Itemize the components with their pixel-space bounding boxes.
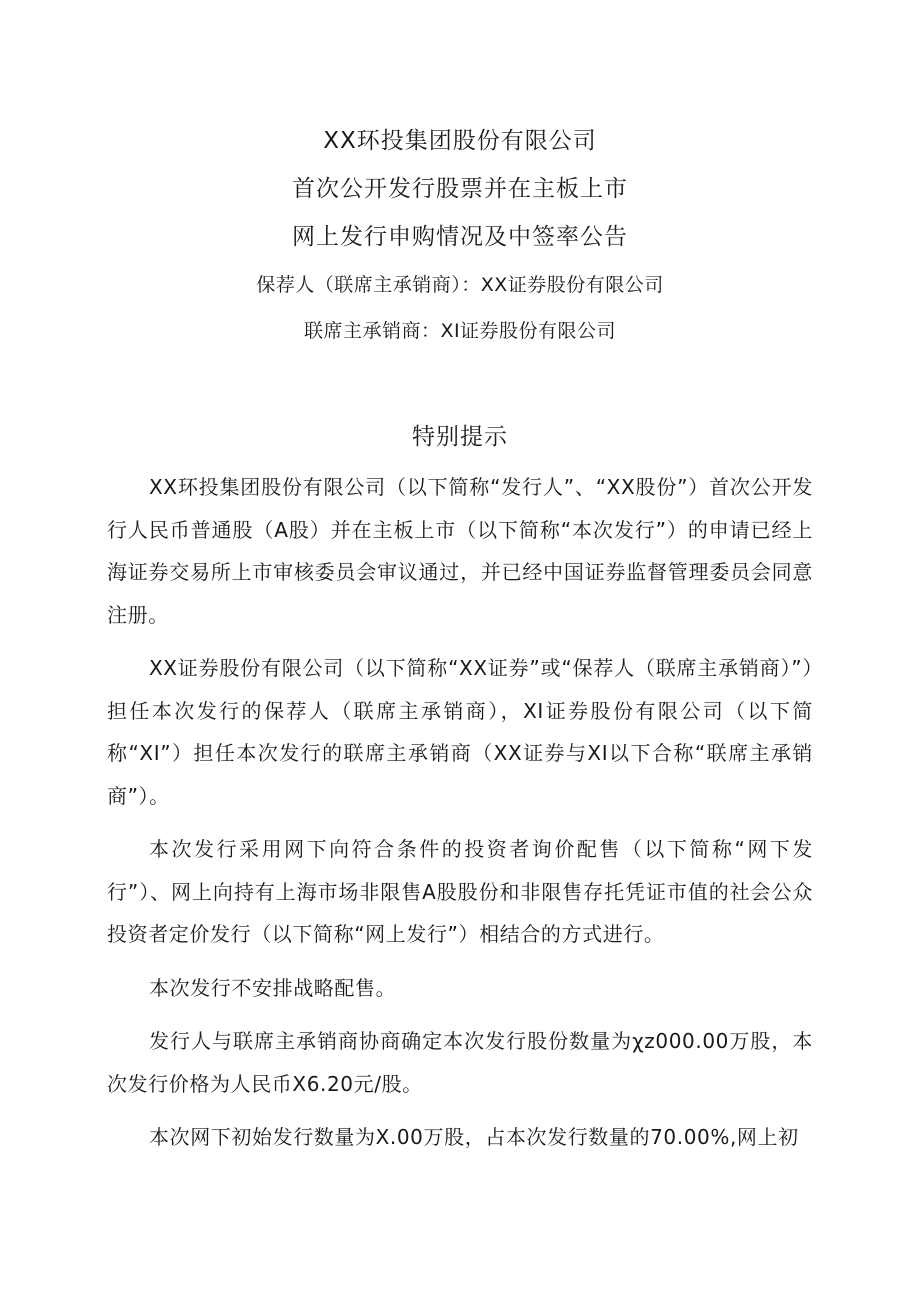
sponsor-line: 保荐人（联席主承销商）：XX证券股份有限公司: [256, 274, 664, 296]
company-title: XX环投集团股份有限公司: [323, 128, 597, 154]
announcement-title-line2: 首次公开发行股票并在主板上市: [292, 176, 628, 202]
paragraph-issuance-approval: XX环投集团股份有限公司（以下简称“发行人”、“XX股份”）首次公开发行人民币普通股（A股）并在主板上市（以下简称“本次发行”）的申请已经上海证券交易所上市审核委员会审议通过，并已经中国证券监督管理委员会同意注册。: [107, 475, 813, 627]
body-text: [107, 466, 813, 1170]
paragraph-offline-initial-quantity: 本次网下初始发行数量为X.00万股，占本次发行数量的70.00%,网上初: [149, 1125, 799, 1149]
announcement-title-line3: 网上发行申购情况及中签率公告: [292, 224, 628, 250]
paragraph-no-strategic-placement: 本次发行不安排战略配售。: [149, 975, 397, 1000]
paragraph-underwriters: XX证券股份有限公司（以下简称“XX证券”或“保荐人（联席主承销商）”）担任本次发行的保荐人（联席主承销商），XI证券股份有限公司（以下简称“XI”）担任本次发行的联席主承销商（XX证券与XI以下合称“联席主承销商”）。: [107, 656, 813, 808]
paragraph-share-quantity-price: 发行人与联席主承销商协商确定本次发行股份数量为χz000.00万股，本次发行价格为人民币X6.20元/股。: [107, 1029, 813, 1096]
paragraph-issuance-method: 本次发行采用网下向符合条件的投资者询价配售（以下简称“网下发行”）、网上向持有上海市场非限售A股股份和非限售存托凭证市值的社会公众投资者定价发行（以下简称“网上发行”）相结合的方式进行。: [107, 837, 813, 946]
co-underwriter-line: 联席主承销商：XI证券股份有限公司: [303, 320, 617, 342]
special-notice-heading: 特别提示: [412, 424, 508, 450]
